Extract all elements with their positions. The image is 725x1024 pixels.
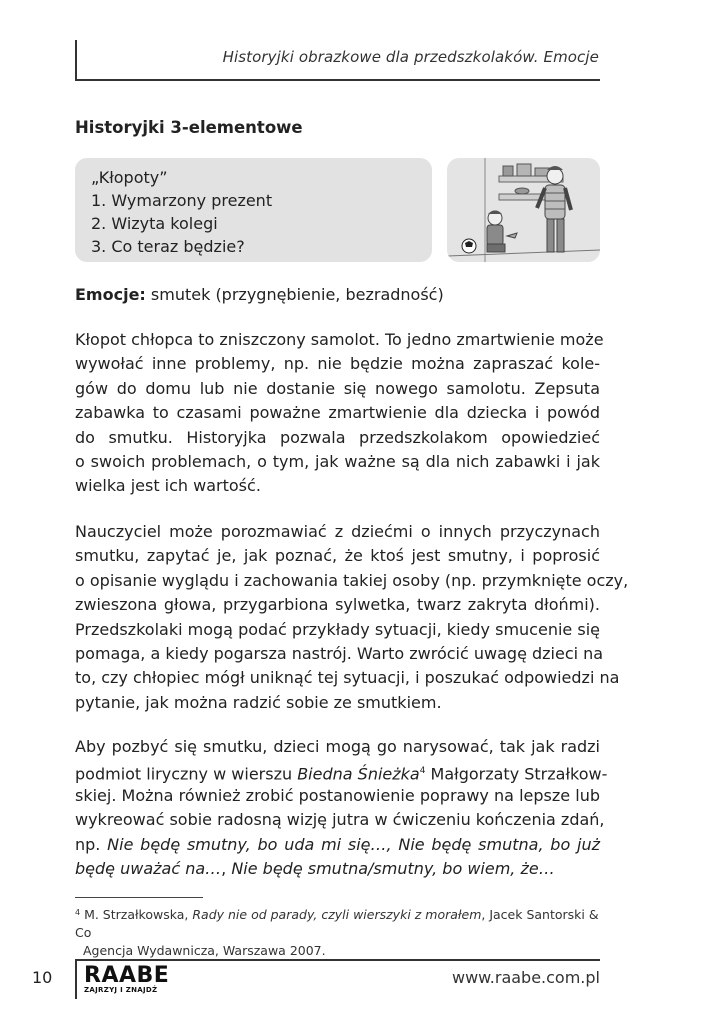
text-line: wykreować sobie radosną wizję jutra w ćwiczeniu kończenia zdań,	[75, 810, 605, 830]
footnote-line: Agencja Wydawnicza, Warszawa 2007.	[83, 943, 326, 958]
header-rule-vertical	[75, 40, 77, 80]
text-span: Małgorzaty Strzałkow-	[425, 764, 608, 784]
text-line: o opisanie wyglądu i zachowania takiej osoby (np. przymknięte oczy,	[75, 570, 629, 590]
example-sentences: Nie będę smutna/smutny, bo wiem, że…	[231, 858, 555, 878]
text-line: Przedszkolaki mogą podać przykłady sytuacji, kiedy smucenie się	[75, 619, 600, 639]
story-title: „Kłopoty”	[91, 168, 168, 187]
story-item: 2. Wizyta kolegi	[91, 214, 218, 233]
text-line	[75, 857, 600, 881]
boys-with-broken-toy-illustration	[447, 158, 600, 262]
text-line	[75, 833, 600, 857]
footnote	[75, 904, 600, 960]
text-span: np.	[75, 834, 108, 854]
logo-tagline: ZAJRZYJ I ZNAJDŹ	[84, 986, 158, 994]
text-line: Kłopot chłopca to zniszczony samolot. To jedno zmartwienie może	[75, 330, 604, 349]
text-line: to, czy chłopiec mógł uniknąć tej sytuacji, i poszukać odpowiedzi na	[75, 668, 620, 688]
header-rule-horizontal	[75, 79, 600, 81]
example-sentences: Nie będę smutny, bo uda mi się…, Nie będę smutna, bo już	[107, 834, 600, 854]
running-head: Historyjki obrazkowe dla przedszkolaków. Emocje	[222, 48, 599, 66]
text-line: Aby pozbyć się smutku, dzieci mogą go narysować, tak jak radzi	[75, 737, 600, 756]
text-line: zabawka to czasami poważne zmartwienie dla dziecka i powód	[75, 403, 600, 423]
section-title: Historyjki 3-elementowe	[75, 118, 303, 137]
website-url: www.raabe.com.pl	[451, 968, 600, 987]
text-line: wielka jest ich wartość.	[75, 476, 261, 496]
text-line: zwieszona głowa, przygarbiona sylwetka, twarz zakryta dłońmi).	[75, 595, 600, 615]
footnote-title: Rady nie od parady, czyli wierszyki z morałem	[192, 907, 482, 922]
logo-name: RAABE	[84, 963, 170, 988]
text-line: smutku, zapytać je, jak poznać, że ktoś jest smutny, i poprosić	[75, 546, 600, 566]
text-span: ,	[221, 858, 232, 878]
emotions-label: Emocje:	[75, 285, 146, 304]
text-line: do smutku. Historyjka pozwala przedszkolakom opowiedzieć	[75, 427, 600, 447]
page-number: 10	[32, 968, 53, 987]
text-line: skiej. Można również zrobić postanowienie poprawy na lepsze lub	[75, 785, 600, 805]
emotions-text: smutek (przygnębienie, bezradność)	[150, 285, 444, 304]
story-item: 3. Co teraz będzie?	[91, 237, 245, 256]
paragraph-3	[75, 735, 608, 881]
poem-title: Biedna Śnieżka	[297, 764, 420, 784]
text-span: podmiot liryczny w wierszu	[75, 764, 298, 784]
footer-rule-vertical	[75, 959, 77, 999]
footnote-author: M. Strzałkowska,	[80, 907, 193, 922]
paragraph-1	[75, 328, 604, 499]
text-line: Nauczyciel może porozmawiać z dziećmi o innych przyczynach	[75, 522, 600, 541]
text-line: o swoich problemach, o tym, jak ważne są dla nich zabawki i jak	[75, 451, 600, 471]
footnote-rule	[75, 897, 203, 898]
footer-rule-horizontal	[75, 959, 600, 961]
text-line: wywołać inne problemy, np. nie będzie można zapraszać kole-	[75, 354, 600, 374]
story-box	[75, 158, 432, 262]
footnote-line	[75, 904, 600, 942]
story-item: 1. Wymarzony prezent	[91, 191, 273, 210]
emotions-line	[75, 285, 444, 304]
footnote-number: 4	[75, 908, 81, 917]
text-line	[75, 759, 608, 784]
footnote-ref: 4	[419, 766, 426, 777]
paragraph-2	[75, 520, 629, 715]
example-sentences: będę uważać na…	[75, 858, 222, 878]
text-line: pytanie, jak można radzić sobie ze smutkiem.	[75, 692, 442, 712]
footnote-publisher: , Jacek Santorski & Co	[75, 907, 599, 940]
text-line: gów do domu lub nie dostanie się nowego samolotu. Zepsuta	[75, 378, 600, 398]
raabe-logo	[84, 963, 194, 997]
text-line: pomaga, a kiedy pogarsza nastrój. Warto zwrócić uwagę dzieci na	[75, 643, 604, 663]
